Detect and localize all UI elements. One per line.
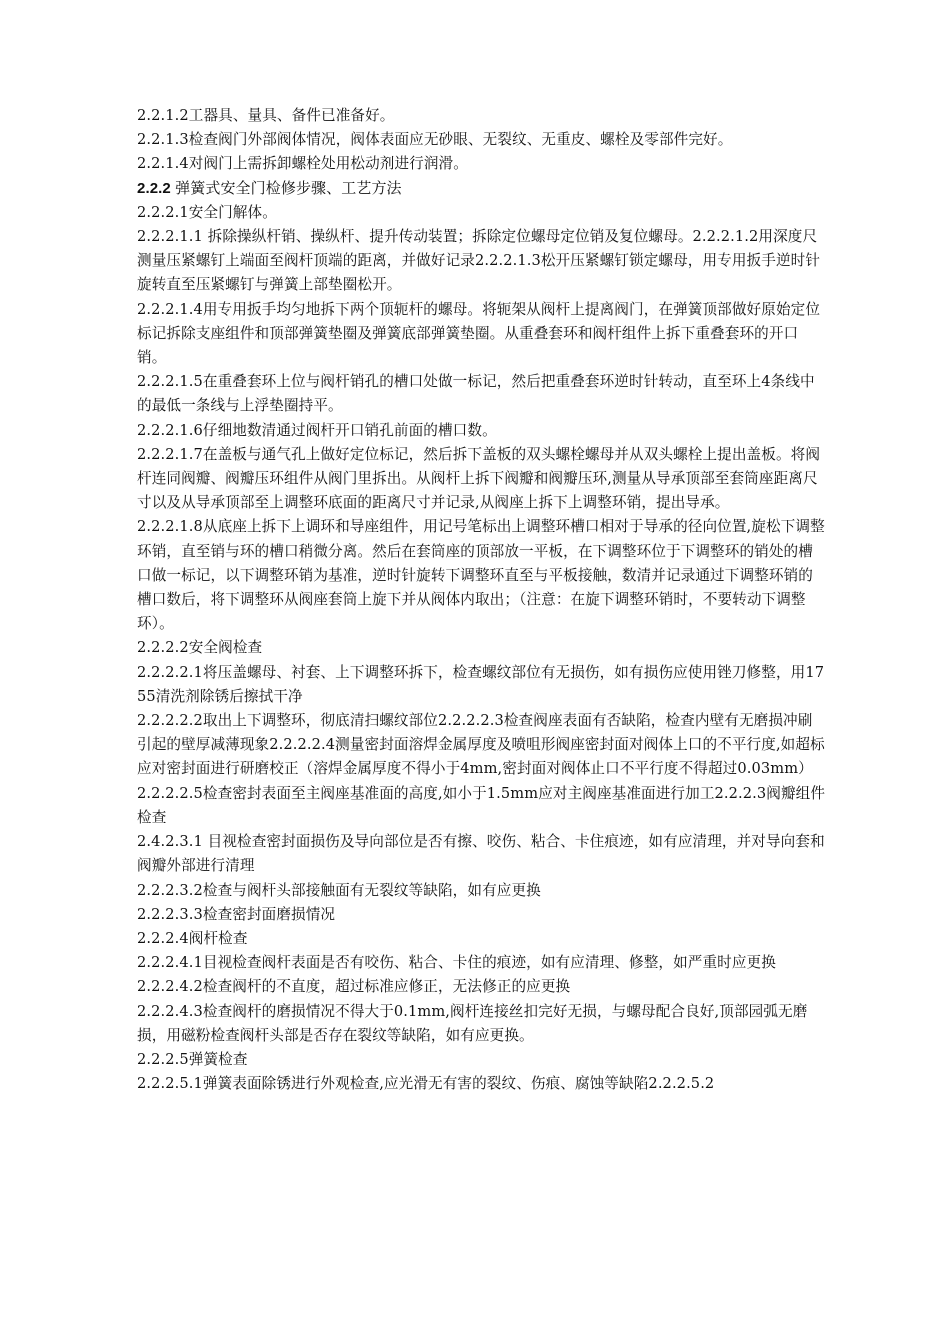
paragraph: 2.4.2.3.1 目视检查密封面损伤及导向部位是否有擦、咬伤、粘合、卡住痕迹，如有应清理，并对导向套和阀瓣外部进行清理 bbox=[137, 833, 825, 875]
paragraph: 2.2.2.2.5检查密封表面至主阀座基准面的高度,如小于1.5mm应对主阀座基准面进行加工2.2.2.3阀瓣组件检查 bbox=[137, 784, 826, 826]
document-body bbox=[137, 104, 827, 1096]
section-number: 2.2.2 bbox=[137, 179, 171, 197]
paragraph: 2.2.2.2安全阀检查 bbox=[137, 639, 263, 657]
paragraph: 2.2.2.1.1 拆除操纵杆销、操纵杆、提升传动装置；拆除定位螺母定位销及复位螺母。2.2.2.1.2用深度尺测量压紧螺钉上端面至阀杆顶端的距离，并做好记录2.2.2.1.3松开压紧螺钉锁定螺母，用专用扳手逆时针旋转直至压紧螺钉与弹簧上部垫圈松开。 bbox=[137, 228, 821, 294]
paragraph: 2.2.2.5弹簧检查 bbox=[137, 1050, 248, 1068]
paragraph: 2.2.1.2工器具、量具、备件已准备好。 bbox=[137, 107, 395, 124]
paragraph: 2.2.2.2.1将压盖螺母、衬套、上下调整环拆下，检查螺纹部位有无损伤，如有损伤应使用锉刀修整，用1755清洗剂除锈后擦拭干净 bbox=[137, 663, 825, 705]
paragraph: 2.2.2.4.2检查阀杆的不直度，超过标准应修正，无法修正的应更换 bbox=[137, 978, 571, 996]
paragraph: 2.2.2.1.6仔细地数清通过阀杆开口销孔前面的槽口数。 bbox=[137, 421, 497, 439]
paragraph: 2.2.2.1.4用专用扳手均匀地拆下两个顶轭杆的螺母。将轭架从阀杆上提离阀门，在弹簧顶部做好原始定位标记拆除支座组件和顶部弹簧垫圈及弹簧底部弹簧垫圈。从重叠套环和阀杆组件上拆下重叠套环的开口销。 bbox=[137, 300, 821, 367]
paragraph: 2.2.2.5.1弹簧表面除锈进行外观检查,应光滑无有害的裂纹、伤痕、腐蚀等缺陷2.2.2.5.2 bbox=[137, 1075, 715, 1093]
paragraph: 2.2.2.3.2检查与阀杆头部接触面有无裂纹等缺陷，如有应更换 bbox=[137, 881, 541, 899]
paragraph: 2.2.1.4对阀门上需拆卸螺栓处用松动剂进行润滑。 bbox=[137, 155, 468, 173]
paragraph: 2.2.1.3检查阀门外部阀体情况，阀体表面应无砂眼、无裂纹、无重皮、螺栓及零部件完好。 bbox=[137, 131, 733, 149]
paragraph: 2.2.2.4阀杆检查 bbox=[137, 929, 248, 947]
section-heading bbox=[137, 177, 827, 201]
paragraph: 2.2.2.1安全门解体。 bbox=[137, 203, 277, 221]
paragraph: 2.2.2.1.7在盖板与通气孔上做好定位标记，然后拆下盖板的双头螺栓螺母并从双头螺栓上提出盖板。将阀杆连同阀瓣、阀瓣压环组件从阀门里拆出。从阀杆上拆下阀瓣和阀瓣压环,测量从导承顶部至套筒座距离尺寸以及从导承顶部至上调整环底面的距离尺寸并记录,从阀座上拆下上调整环销，提出导承。 bbox=[137, 445, 821, 512]
section-title: 弹簧式安全门检修步骤、工艺方法 bbox=[170, 179, 402, 197]
paragraph: 2.2.2.4.1目视检查阀杆表面是否有咬伤、粘合、卡住的痕迹，如有应清理、修整，如严重时应更换 bbox=[137, 954, 776, 972]
paragraph: 2.2.2.4.3检查阀杆的磨损情况不得大于0.1mm,阀杆连接丝扣完好无损，与螺母配合良好,顶部园弧无磨损，用磁粉检查阀杆头部是否存在裂纹等缺陷，如有应更换。 bbox=[137, 1002, 808, 1044]
paragraph: 2.2.2.1.8从底座上拆下上调环和导座组件，用记号笔标出上调整环槽口相对于导承的径向位置,旋松下调整环销，直至销与环的槽口稍微分离。然后在套筒座的顶部放一平板，在下调整环位于下调整环的销处的槽口做一标记，以下调整环销为基准，逆时针旋转下调整环直至与平板接触，数清并记录通过下调整环销的槽口数后，将下调整环从阀座套筒上旋下并从阀体内取出；（注意：在旋下调整环销时，不要转动下调整环）。 bbox=[137, 518, 825, 633]
paragraph: 2.2.2.3.3检查密封面磨损情况 bbox=[137, 905, 336, 923]
paragraph: 2.2.2.1.5在重叠套环上位与阀杆销孔的槽口处做一标记，然后把重叠套环逆时针转动，直至环上4条线中的最低一条线与上浮垫圈持平。 bbox=[137, 373, 815, 415]
paragraph: 2.2.2.2.2取出上下调整环，彻底清扫螺纹部位2.2.2.2.3检查阀座表面有否缺陷，检查内壁有无磨损冲刷引起的壁厚减薄现象2.2.2.2.4测量密封面溶焊金属厚度及喷咀形阀座密封面对阀体上口的不平行度,如超标应对密封面进行研磨校正（溶焊金属厚度不得小于4mm,密封面对阀体止口不平行度不得超过0.03mm） bbox=[137, 712, 825, 778]
